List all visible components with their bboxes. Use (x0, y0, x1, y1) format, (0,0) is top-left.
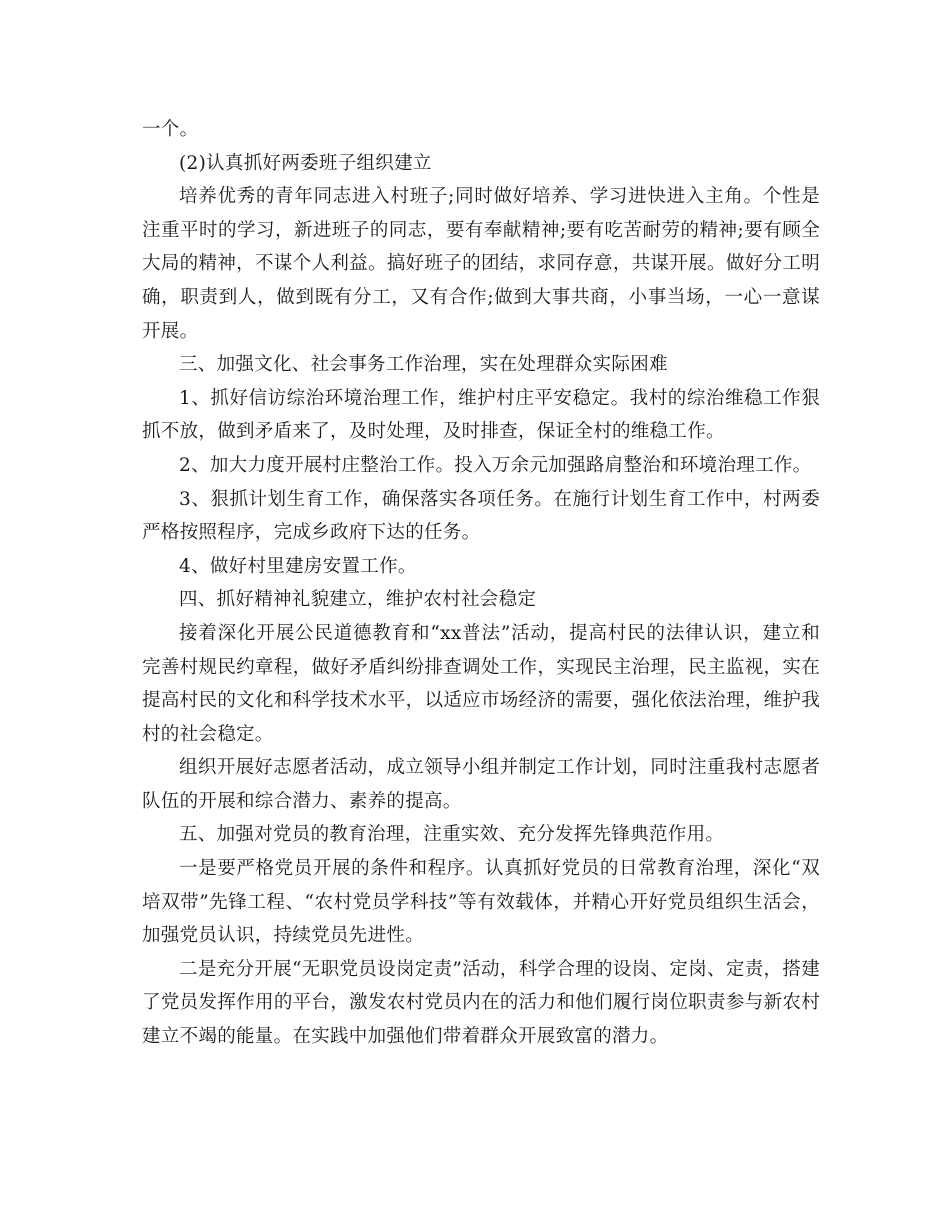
list-item: 4、做好村里建房安置工作。 (179, 555, 417, 577)
paragraph: 接着深化开展公民道德教育和“xx普法”活动，提高村民的法律认识，建立和完善村规民约章程，做好矛盾纠纷排查调处工作，实现民主治理，民主监视，实在提高村民的文化和科学技术水平，以适应市场经济的需要，强化依法治理，维护我村的社会稳定。 (142, 622, 820, 745)
paragraph: 一是要严格党员开展的条件和程序。认真抓好党员的日常教育治理，深化“双培双带”先锋工程、“农村党员学科技”等有效载体，并精心开好党员组织生活会，加强党员认识，持续党员先进性。 (142, 858, 820, 947)
list-item: 3、狠抓计划生育工作，确保落实各项任务。在施行计划生育工作中，村两委严格按照程序，完成乡政府下达的任务。 (142, 488, 820, 544)
section-heading: 四、抓好精神礼貌建立，维护农村社会稳定 (179, 589, 537, 611)
paragraph: 培养优秀的青年同志进入村班子;同时做好培养、学习进快进入主角。个性是注重平时的学习，新进班子的同志，要有奉献精神;要有吃苦耐劳的精神;要有顾全大局的精神，不谋个人利益。搞好班子的团结，求同存意，共谋开展。做好分工明确，职责到人，做到既有分工，又有合作;做到大事共商，小事当场，一心一意谋开展。 (142, 186, 820, 342)
section-heading: 五、加强对党员的教育治理，注重实效、充分发挥先锋典范作用。 (179, 824, 725, 846)
list-item: 2、加大力度开展村庄整治工作。投入万余元加强路肩整治和环境治理工作。 (179, 454, 812, 476)
paragraph: 一个。 (142, 119, 199, 140)
subsection-heading: (2)认真抓好两委班子组织建立 (179, 152, 432, 174)
section-heading: 三、加强文化、社会事务工作治理，实在处理群众实际困难 (179, 354, 668, 376)
paragraph: 二是充分开展“无职党员设岗定责”活动，科学合理的设岗、定岗、定责，搭建了党员发挥作用的平台，激发农村党员内在的活力和他们履行岗位职责参与新农村建立不竭的能量。在实践中加强他们带着群众开展致富的潜力。 (142, 958, 820, 1048)
document-body (142, 113, 820, 1054)
paragraph: 组织开展好志愿者活动，成立领导小组并制定工作计划，同时注重我村志愿者队伍的开展和综合潜力、素养的提高。 (142, 757, 820, 812)
list-item: 1、抓好信访综治环境治理工作，维护村庄平安稳定。我村的综治维稳工作狠抓不放，做到矛盾来了，及时处理，及时排查，保证全村的维稳工作。 (142, 387, 820, 443)
